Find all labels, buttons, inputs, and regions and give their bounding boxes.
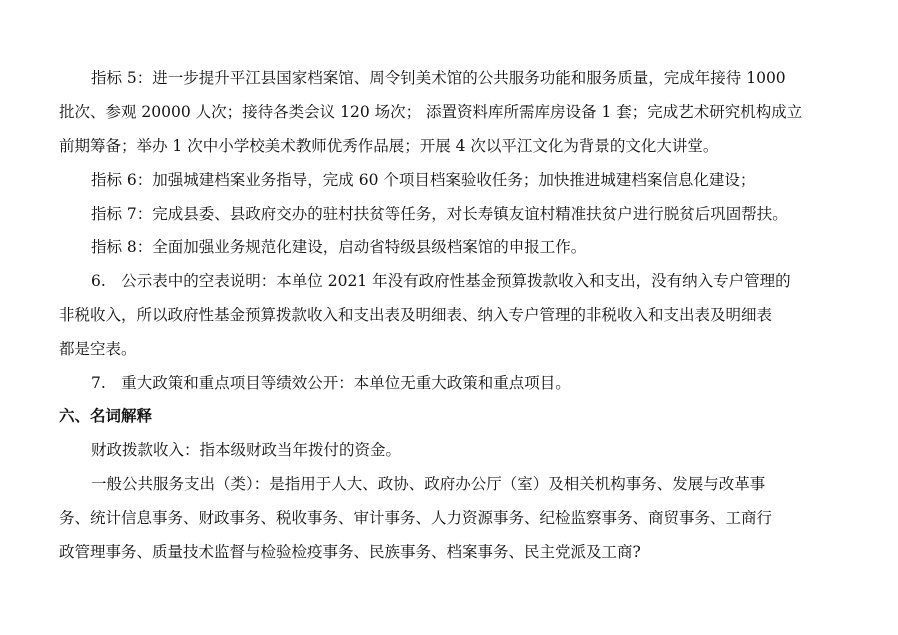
- item6-line-3: 都是空表。: [59, 340, 137, 358]
- index8-paragraph: 指标 8：全面加强业务规范化建设，启动省特级县级档案馆的申报工作。: [91, 238, 587, 256]
- index5-line-3: 前期筹备；举办 1 次中小学校美术教师优秀作品展；开展 4 次以平江文化为背景的文化大讲堂。: [59, 137, 719, 155]
- index6-paragraph: 指标 6：加强城建档案业务指导，完成 60 个项目档案验收任务；加快推进城建档案信息化建设；: [91, 171, 756, 189]
- definition-public-service-line-3: 政管理事务、质量技术监督与检验检疫事务、民族事务、档案事务、民主党派及工商?: [59, 543, 641, 561]
- index7-paragraph: 指标 7：完成县委、县政府交办的驻村扶贫等任务，对长寿镇友谊村精准扶贫户进行脱贫后巩固帮扶。: [91, 205, 788, 223]
- definition-fiscal-allocation: 财政拨款收入：指本级财政当年拨付的资金。: [91, 441, 402, 459]
- index5-line-1: 指标 5：进一步提升平江县国家档案馆、周令钊美术馆的公共服务功能和服务质量，完成年接待 1000: [91, 69, 786, 87]
- definition-public-service-line-2: 务、统计信息事务、财政事务、税收事务、审计事务、人力资源事务、纪检监察事务、商贸事务、工商行: [59, 509, 773, 527]
- definition-public-service-line-1: 一般公共服务支出（类）：是指用于人大、政协、政府办公厅（室）及相关机构事务、发展与改革事: [91, 475, 766, 493]
- item7-paragraph: 7. 重大政策和重点项目等绩效公开：本单位无重大政策和重点项目。: [91, 374, 571, 392]
- index5-line-2: 批次、参观 20000 人次；接待各类会议 120 场次； 添置资料库所需库房设备 1 套；完成艺术研究机构成立: [59, 103, 803, 121]
- item6-line-2: 非税收入，所以政府性基金预算拨款收入和支出表及明细表、纳入专户管理的非税收入和支出表及明细表: [59, 306, 773, 324]
- section-heading: 六、名词解释: [59, 407, 153, 425]
- item6-line-1: 6. 公示表中的空表说明：本单位 2021 年没有政府性基金预算拨款收入和支出，没有纳入专户管理的: [91, 272, 791, 290]
